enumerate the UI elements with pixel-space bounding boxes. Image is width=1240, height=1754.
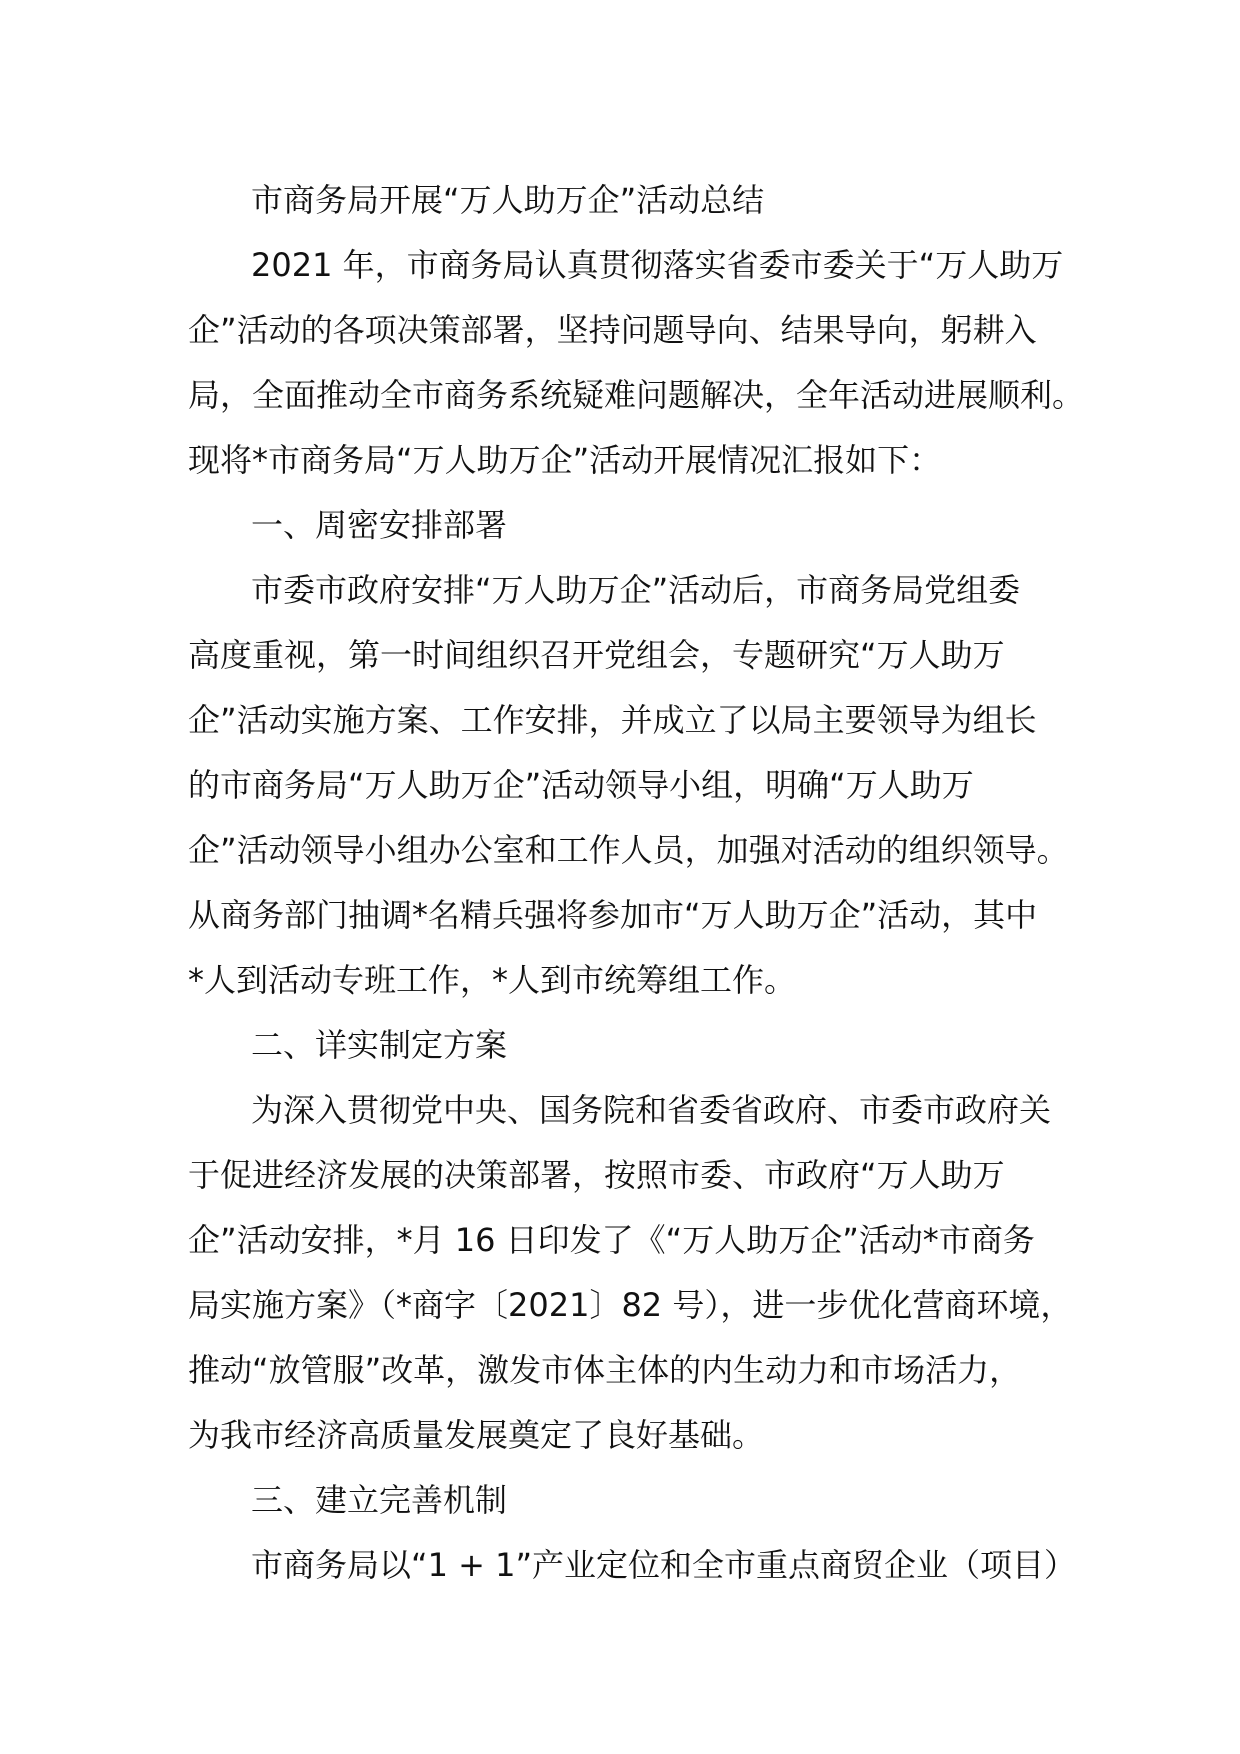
document-body [188,168,1088,1598]
paragraph-line: 企”活动领导小组办公室和工作人员，加强对活动的组织领导。 [188,831,1069,869]
paragraph-line: 现将*市商务局“万人助万企”活动开展情况汇报如下： [188,441,942,479]
section-heading: 三、建立完善机制 [251,1481,508,1519]
paragraph-line: 高度重视，第一时间组织召开党组会，专题研究“万人助万 [188,636,1005,674]
paragraph-line: 2021 年，市商务局认真贯彻落实省委市委关于“万人助万 [251,246,1064,284]
paragraph-line: 局实施方案》（*商字〔2021〕82 号），进一步优化营商环境， [188,1286,1073,1324]
paragraph-line: 为深入贯彻党中央、国务院和省委省政府、市委市政府关 [251,1091,1052,1129]
paragraph-line: 企”活动的各项决策部署，坚持问题导向、结果导向，躬耕入 [188,311,1037,349]
paragraph-line: 为我市经济高质量发展奠定了良好基础。 [188,1416,765,1454]
paragraph-line: 于促进经济发展的决策部署，按照市委、市政府“万人助万 [188,1156,1005,1194]
paragraph-line: *人到活动专班工作，*人到市统筹组工作。 [188,961,797,999]
paragraph-line: 企”活动实施方案、工作安排，并成立了以局主要领导为组长 [188,701,1037,739]
paragraph-line: 从商务部门抽调*名精兵强将参加市“万人助万企”活动，其中 [188,896,1038,934]
paragraph-line: 局，全面推动全市商务系统疑难问题解决，全年活动进展顺利。 [188,376,1085,414]
section-heading: 二、详实制定方案 [251,1026,508,1064]
paragraph-line: 推动“放管服”改革，激发市体主体的内生动力和市场活力， [188,1351,1022,1389]
paragraph-line: 市委市政府安排“万人助万企”活动后，市商务局党组委 [251,571,1021,609]
section-heading: 一、周密安排部署 [251,506,508,544]
paragraph-line: 的市商务局“万人助万企”活动领导小组，明确“万人助万 [188,766,974,804]
paragraph-line: 企”活动安排，*月 16 日印发了《“万人助万企”活动*市商务 [188,1221,1035,1259]
document-title: 市商务局开展“万人助万企”活动总结 [251,181,765,219]
paragraph-line: 市商务局以“1 + 1”产业定位和全市重点商贸企业（项目） [251,1546,1077,1584]
